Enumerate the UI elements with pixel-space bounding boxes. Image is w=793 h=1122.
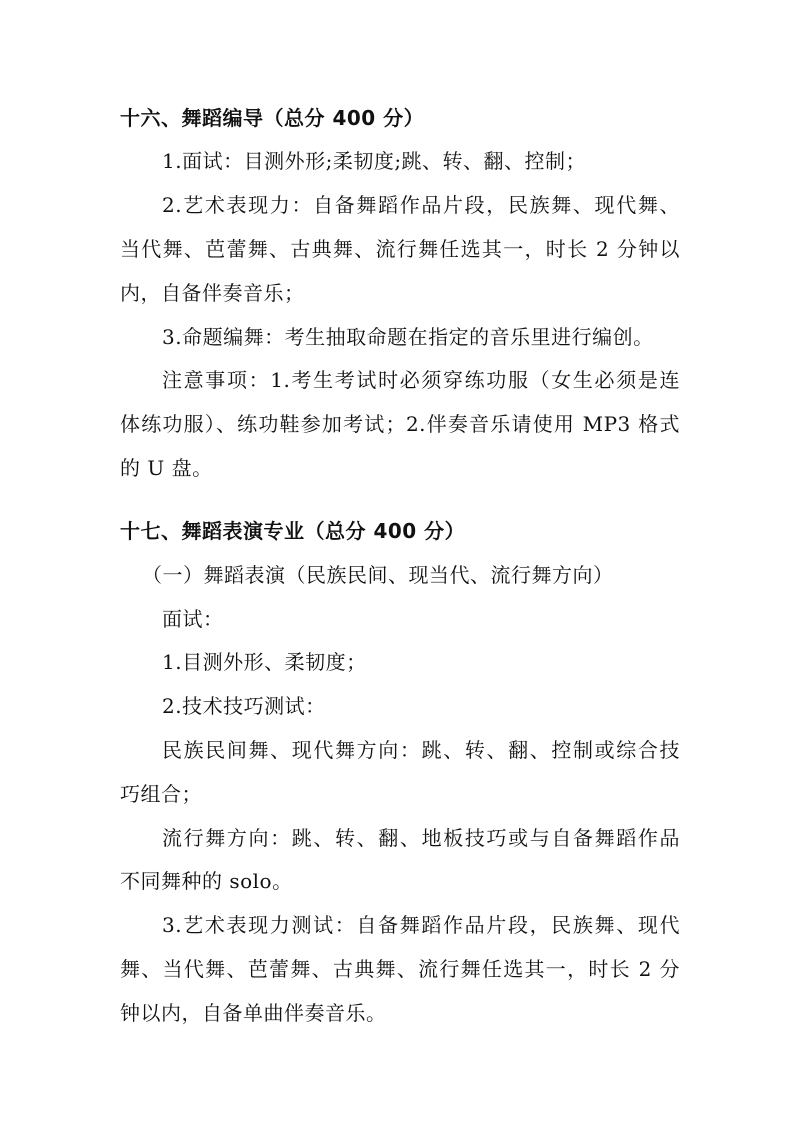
section-16-note-line-2: 体练功服）、练功鞋参加考试；2.伴奏音乐请使用 MP3 格式 xyxy=(120,412,680,436)
section-17-pop-line-2: 不同舞种的 solo。 xyxy=(120,869,293,893)
section-16-item-2-line-3: 内，自备伴奏音乐； xyxy=(120,281,305,305)
section-16-item-2-line-1: 2.艺术表现力：自备舞蹈作品片段，民族舞、现代舞、 xyxy=(162,193,680,217)
section-16-title: 十六、舞蹈编导（总分 400 分） xyxy=(120,106,425,130)
section-16-item-1: 1.面试：目测外形;柔韧度;跳、转、翻、控制； xyxy=(162,149,587,173)
section-17-subsection-1: （一）舞蹈表演（民族民间、现当代、流行舞方向） xyxy=(142,563,614,587)
section-17-item-1: 1.目测外形、柔韧度； xyxy=(162,650,367,674)
section-17-interview-label: 面试： xyxy=(162,607,224,631)
section-17-item-3-line-1: 3.艺术表现力测试：自备舞蹈作品片段，民族舞、现代 xyxy=(162,913,680,937)
section-16-note-line-3: 的 U 盘。 xyxy=(120,456,213,480)
section-17-pop-line-1: 流行舞方向：跳、转、翻、地板技巧或与自备舞蹈作品 xyxy=(162,826,680,850)
section-16-item-3: 3.命题编舞：考生抽取命题在指定的音乐里进行编创。 xyxy=(162,325,654,349)
section-16-note-line-1: 注意事项：1.考生考试时必须穿练功服（女生必须是连 xyxy=(162,368,680,392)
section-17-folk-line-1: 民族民间舞、现代舞方向：跳、转、翻、控制或综合技 xyxy=(162,738,680,762)
section-17-item-2: 2.技术技巧测试： xyxy=(162,694,326,718)
section-16-item-2-line-2: 当代舞、芭蕾舞、古典舞、流行舞任选其一，时长 2 分钟以 xyxy=(120,237,680,261)
section-17-item-3-line-2: 舞、当代舞、芭蕾舞、古典舞、流行舞任选其一，时长 2 分 xyxy=(120,957,680,981)
section-17-title: 十七、舞蹈表演专业（总分 400 分） xyxy=(120,519,466,543)
section-17-folk-line-2: 巧组合； xyxy=(120,782,202,806)
section-17-item-3-line-3: 钟以内，自备单曲伴奏音乐。 xyxy=(120,1001,387,1025)
